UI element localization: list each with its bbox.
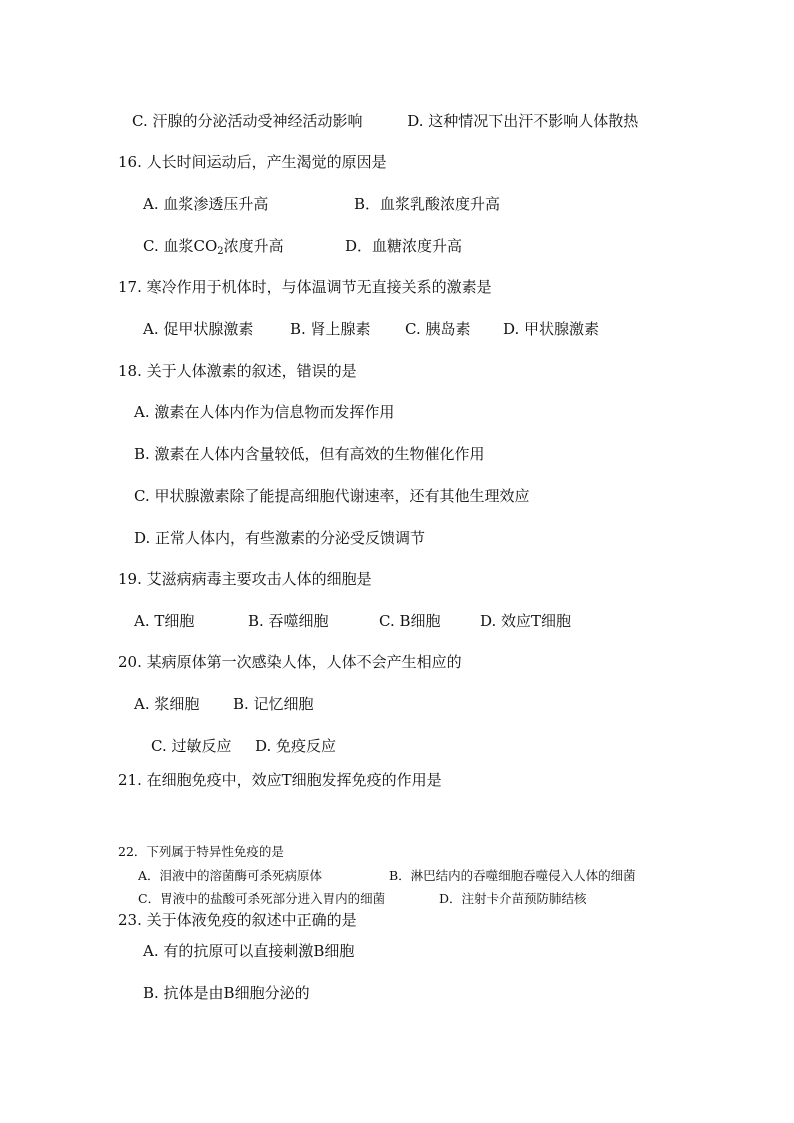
q20-option-a: A. 浆细胞 xyxy=(134,695,200,713)
q16-option-c: C. 血浆$CO_2$浓度升高 xyxy=(143,237,284,257)
q16-option-b: B．血浆乳酸浓度升高 xyxy=(354,195,501,213)
q15-options-row xyxy=(132,111,638,131)
q22-option-a: A．泪液中的溶菌酶可杀死病原体 xyxy=(138,868,323,883)
q20-option-d: D. 免疫反应 xyxy=(255,737,337,755)
q17-options-row xyxy=(143,319,600,339)
q17-stem: 17. 寒冷作用于机体时，与体温调节无直接关系的激素是 xyxy=(118,278,492,296)
q17-option-a: A. 促甲状腺激素 xyxy=(143,320,254,338)
q16-option-d: D．血糖浓度升高 xyxy=(345,237,463,255)
q19-options-row xyxy=(134,611,572,631)
q18-option-a: A. 激素在人体内作为信息物而发挥作用 xyxy=(134,403,395,421)
q19-stem: 19. 艾滋病病毒主要攻击人体的细胞是 xyxy=(118,570,372,588)
q22-option-b: B．淋巴结内的吞噬细胞吞噬侵入人体的细菌 xyxy=(389,868,636,883)
q15-option-c: C. 汗腺的分泌活动受神经活动影响 xyxy=(132,112,363,130)
q18-stem: 18. 关于人体激素的叙述，错误的是 xyxy=(118,362,357,380)
q17-option-c: C. 胰岛素 xyxy=(405,320,471,338)
q23-option-b: B. 抗体是由B细胞分泌的 xyxy=(143,984,310,1002)
q16-option-a: A. 血浆渗透压升高 xyxy=(143,195,269,213)
q22-option-c: C．胃液中的盐酸可杀死部分进入胃内的细菌 xyxy=(138,891,386,906)
q22-stem: 22．下列属于特异性免疫的是 xyxy=(118,844,284,859)
q17-option-b: B. 肾上腺素 xyxy=(290,320,371,338)
q23-stem: 23. 关于体液免疫的叙述中正确的是 xyxy=(118,911,357,929)
q15-option-d: D. 这种情况下出汗不影响人体散热 xyxy=(407,112,639,130)
q20-options-row1 xyxy=(134,694,314,714)
q16-options-row2 xyxy=(143,236,463,257)
q19-option-b: B. 吞噬细胞 xyxy=(248,612,329,630)
q19-option-d: D. 效应T细胞 xyxy=(480,612,572,630)
q18-option-b: B. 激素在人体内含量较低，但有高效的生物催化作用 xyxy=(134,445,485,463)
q19-option-c: C. B细胞 xyxy=(379,612,441,630)
q16-stem: 16. 人长时间运动后，产生渴觉的原因是 xyxy=(118,153,387,171)
q19-option-a: A. T细胞 xyxy=(134,612,195,630)
q22-options-row2 xyxy=(138,891,587,907)
q18-option-c: C. 甲状腺激素除了能提高细胞代谢速率，还有其他生理效应 xyxy=(134,487,530,505)
q22-options-row1 xyxy=(138,868,636,884)
q16-options-row1 xyxy=(143,194,501,214)
q20-stem: 20. 某病原体第一次感染人体，人体不会产生相应的 xyxy=(118,653,462,671)
q20-option-c: C. 过敏反应 xyxy=(151,737,232,755)
q18-option-d: D. 正常人体内，有些激素的分泌受反馈调节 xyxy=(134,529,426,547)
q23-option-a: A. 有的抗原可以直接刺激B细胞 xyxy=(143,942,355,960)
q20-option-b: B. 记忆细胞 xyxy=(233,695,314,713)
q22-option-d: D．注射卡介苗预防肺结核 xyxy=(439,891,587,906)
q21-stem: 21. 在细胞免疫中，效应T细胞发挥免疫的作用是 xyxy=(118,771,442,789)
q17-option-d: D. 甲状腺激素 xyxy=(503,320,600,338)
q20-options-row2 xyxy=(151,736,337,756)
